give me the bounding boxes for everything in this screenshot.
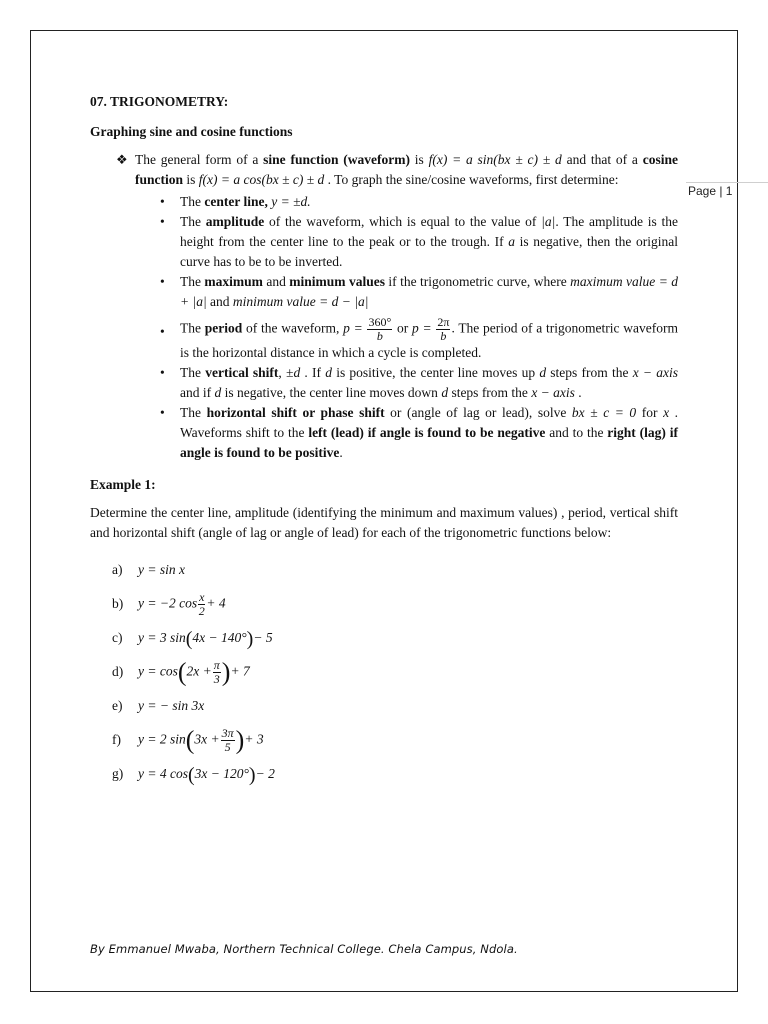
equation: y = 4 cos(3x − 120°)− 2 — [138, 763, 275, 786]
fraction — [213, 659, 221, 686]
formula: d — [325, 365, 332, 380]
formula: |a| — [541, 214, 556, 229]
formula: + 7 — [230, 663, 250, 679]
formula: x − axis — [632, 365, 678, 380]
formula: bx ± c = 0 — [571, 405, 637, 420]
text: or (angle of lag or lead), solve — [384, 405, 572, 420]
bullet-dot-icon: • — [160, 194, 165, 209]
text: and — [206, 294, 233, 309]
bold-text: sine function (waveform) — [263, 152, 410, 167]
equation-item-b — [90, 587, 678, 621]
bullet-vertical-shift — [160, 363, 678, 403]
text: is negative, then the original curve has to be to be inverted. — [180, 234, 678, 269]
equation-item-a — [90, 553, 678, 587]
bullet-dot-icon: • — [160, 405, 165, 420]
text: and — [262, 274, 290, 289]
text: . To graph the sine/cosine waveforms, first determine: — [324, 172, 619, 187]
numerator: x — [199, 589, 205, 604]
text: if the trigonometric curve, where — [384, 274, 571, 289]
intro-paragraph — [90, 150, 678, 190]
equation-list — [90, 553, 678, 791]
denominator: 2 — [198, 603, 205, 618]
formula: − 5 — [253, 629, 273, 645]
equation: y = cos(2x + $\frac{\pi}{3}$ )+ 7 — [138, 657, 250, 686]
denominator: 5 — [224, 739, 231, 754]
bullet-dot-icon: • — [160, 365, 165, 380]
text: , — [278, 365, 287, 380]
text: . The amplitude is the height from the center line to the peak or to the trough. If — [180, 214, 678, 249]
subsection-title: Graphing sine and cosine functions — [90, 124, 293, 139]
text: steps from the — [546, 365, 633, 380]
item-label: e) — [112, 698, 123, 713]
formula: y = −2 cos — [138, 595, 198, 611]
bullet-period — [160, 312, 678, 363]
item-label: d) — [112, 664, 124, 679]
denominator: 3 — [213, 671, 220, 686]
text: steps from the — [448, 385, 532, 400]
formula: x — [663, 405, 670, 420]
text: and to the — [545, 425, 608, 440]
bold-text: vertical shift — [205, 365, 279, 380]
example-instructions: Determine the center line, amplitude (identifying the minimum and maximum values) , period, vertical shift and horizontal shift (angle of lag or angle of lead) for each of the trigonometric functions below: — [90, 505, 678, 540]
bold-text: left (lead) if angle is found to be negative — [308, 425, 546, 440]
denominator: b — [440, 329, 447, 343]
document-body — [90, 92, 678, 791]
fraction — [367, 316, 392, 343]
text: The general form of a — [135, 152, 264, 167]
equation-item-g — [90, 757, 678, 791]
formula: 2x + — [186, 663, 212, 679]
text: is — [183, 172, 199, 187]
text: is negative, the center line moves down — [221, 385, 442, 400]
equation-item-f — [90, 723, 678, 757]
section-title: 07. TRIGONOMETRY: — [90, 94, 229, 109]
text: or — [393, 320, 413, 336]
text: The — [180, 194, 205, 209]
formula: y = sin x — [138, 562, 185, 577]
denominator: b — [376, 329, 383, 343]
fraction — [198, 591, 205, 618]
text: . — [339, 445, 343, 460]
formula: y = cos — [138, 663, 178, 679]
numerator: 3π — [221, 725, 234, 740]
numerator: π — [213, 657, 220, 672]
text: of the waveform, which is equal to the value of — [264, 214, 542, 229]
text: The — [180, 320, 205, 336]
numerator: 2π — [437, 315, 450, 329]
bold-text: amplitude — [205, 214, 265, 229]
bold-text: cosine function — [135, 152, 678, 187]
cosine-formula: f(x) = a cos(bx ± c) ± d — [198, 172, 325, 187]
text: . If — [300, 365, 326, 380]
formula: y = 4 cos — [138, 765, 188, 781]
text: The — [180, 214, 206, 229]
formula: 3x + — [194, 731, 220, 747]
bullet-dot-icon: • — [160, 324, 165, 339]
equation-item-c — [90, 621, 678, 655]
bold-text: maximum — [204, 274, 263, 289]
diamond-bullet-icon: ❖ — [116, 152, 128, 167]
sine-formula: f(x) = a sin(bx ± c) ± d — [428, 152, 562, 167]
bullet-amplitude — [160, 212, 678, 272]
fraction — [436, 316, 450, 343]
formula: 3x − 120° — [194, 765, 249, 781]
formula: − 2 — [255, 765, 275, 781]
formula: y = − sin 3x — [138, 698, 205, 713]
numerator: 360° — [368, 315, 392, 329]
text: . — [574, 385, 582, 400]
text: is positive, the center line moves up — [331, 365, 540, 380]
formula: a — [508, 234, 515, 249]
text: of the waveform, — [242, 320, 344, 336]
formula: ±d — [286, 365, 301, 380]
text: and if — [180, 385, 215, 400]
formula: minimum value = d − |a| — [232, 294, 369, 309]
formula: d — [441, 385, 449, 400]
equation-item-d — [90, 655, 678, 689]
text: for — [636, 405, 664, 420]
item-label: g) — [112, 766, 124, 781]
formula: p = — [412, 320, 432, 336]
bullet-horizontal-shift — [160, 403, 679, 463]
text: . Waveforms shift to the — [180, 405, 679, 440]
fraction — [221, 727, 235, 754]
formula: x − axis — [531, 385, 575, 400]
bullet-list — [90, 192, 678, 463]
formula: d — [539, 365, 547, 380]
item-label: a) — [112, 562, 123, 577]
formula: p = — [343, 320, 363, 336]
page-footer: By Emmanuel Mwaba, Northern Technical College. Chela Campus, Ndola. — [90, 942, 518, 956]
text: . The period of a trigonometric waveform is the horizontal distance in which a cycle is completed. — [180, 320, 678, 360]
bullet-max-min — [160, 272, 678, 312]
formula: + 3 — [244, 731, 264, 747]
bold-text: horizontal shift or phase shift — [206, 405, 385, 420]
equation — [138, 591, 226, 618]
bold-text: center line, — [204, 194, 268, 209]
equation — [138, 560, 185, 580]
bold-text: right (lag) if angle is found to be positive — [180, 425, 678, 460]
bold-text: period — [204, 320, 243, 336]
example-title: Example 1: — [90, 477, 156, 492]
formula: maximum value = d + |a| — [180, 274, 678, 309]
equation — [138, 696, 204, 716]
item-label: b) — [112, 596, 124, 611]
formula: + 4 — [206, 595, 226, 611]
formula: y = ±d. — [267, 194, 311, 209]
formula: 4x − 140° — [192, 629, 247, 645]
text: and that of a — [561, 152, 643, 167]
text: The — [180, 405, 207, 420]
equation: y = 3 sin(4x − 140°)− 5 — [138, 627, 273, 650]
formula: d — [214, 385, 222, 400]
text: is — [409, 152, 429, 167]
bullet-center-line — [160, 192, 678, 212]
equation-item-e — [90, 689, 678, 723]
bold-text: minimum values — [289, 274, 385, 289]
text: The — [180, 365, 206, 380]
item-label: c) — [112, 630, 123, 645]
text: The — [180, 274, 205, 289]
formula: y = 3 sin — [138, 629, 186, 645]
page-number: Page | 1 — [688, 184, 733, 198]
header-rule — [686, 182, 768, 183]
formula: y = 2 sin — [138, 731, 186, 747]
bullet-dot-icon: • — [160, 214, 165, 229]
bullet-dot-icon: • — [160, 274, 165, 289]
equation: y = 2 sin(3x + $\frac{3\pi}{5}$ )+ 3 — [138, 725, 264, 754]
item-label: f) — [112, 732, 121, 747]
